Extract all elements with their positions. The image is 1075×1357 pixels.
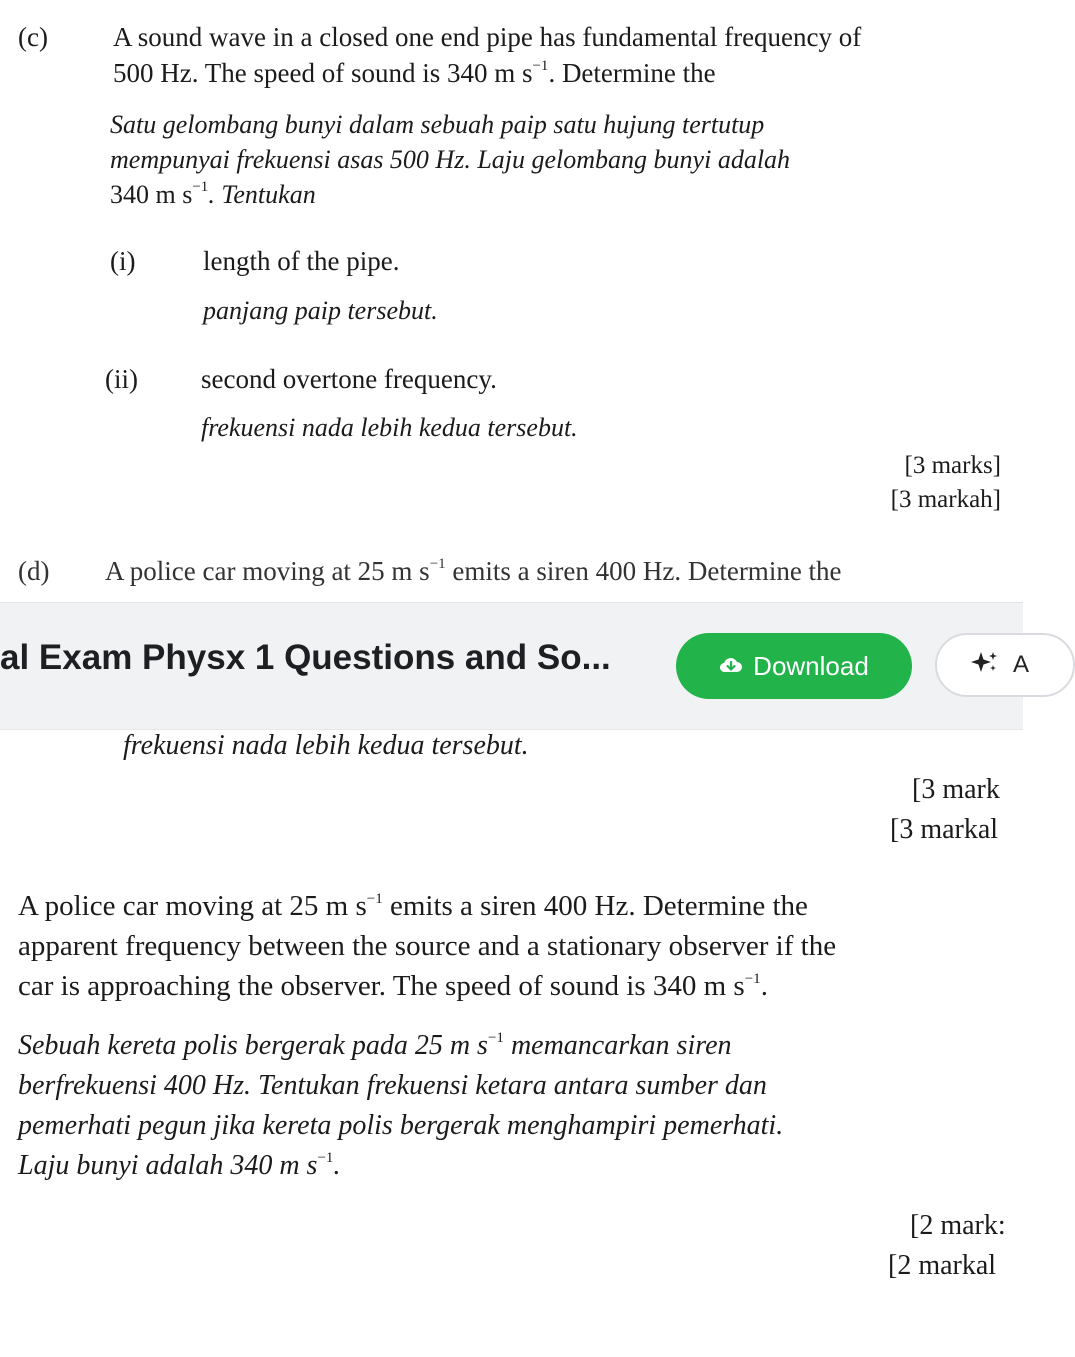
question-d-clipped-line [0,554,1023,586]
part-i-en: length of the pipe. [203,246,400,276]
marks-en-partial: [3 mark [912,774,1000,805]
part-ii-ms: frekuensi nada lebih kedua tersebut. [201,413,578,442]
part-ii-label: (ii) [105,364,138,394]
document-title: al Exam Physx 1 Questions and So... [0,638,611,677]
d-en-line3: car is approaching the observer. The speed of sound is 340 m $s^{-1}$. [18,970,768,1002]
download-button[interactable] [676,633,912,699]
marks-ms-partial: [3 markal [890,814,999,845]
ai-assistant-button[interactable] [935,633,1075,697]
d-ms-line4: Laju bunyi adalah 340 m $s^{-1}$. [18,1150,341,1181]
cloud-download-icon [719,651,743,682]
question-c-label: (c) [18,22,48,52]
question-c-section [0,0,1023,580]
repeat-ms-line: frekuensi nada lebih kedua tersebut. [123,730,529,761]
marks2-en-partial: [2 mark: [910,1210,1006,1241]
marks-en: [3 marks] [904,452,1001,479]
question-c-en-line1: A sound wave in a closed one end pipe has fundamental frequency of [113,22,862,52]
d-en-line1: A police car moving at 25 m $s^{-1}$ emits a siren 400 Hz. Determine the [18,890,808,922]
question-d-section [0,730,1023,1357]
sparkle-icon [971,650,999,681]
part-ii-en: second overtone frequency. [201,364,497,394]
part-i-label: (i) [110,246,136,276]
d-en-line2: apparent frequency between the source and a stationary observer if the [18,930,837,962]
d-ms-line3: pemerhati pegun jika kereta polis bergerak menghampiri pemerhati. [18,1110,784,1141]
part-i-ms: panjang paip tersebut. [203,296,438,325]
question-c-ms-line3: 340 m $s^{-1}$. Tentukan [110,179,316,209]
document-banner [0,602,1030,730]
ai-label: A [1013,651,1030,678]
download-label: Download [753,650,869,681]
d-ms-line1: Sebuah kereta polis bergerak pada 25 m $s^{-1}$ memancarkan siren [18,1030,732,1061]
question-c-ms-line2: mempunyai frekuensi asas 500 Hz. Laju gelombang bunyi adalah [110,145,791,174]
question-c-ms-line1: Satu gelombang bunyi dalam sebuah paip satu hujung tertutup [110,110,765,139]
marks-ms: [3 markah] [890,486,1001,513]
question-d-clipped-text: A police car moving at 25 m $s^{-1}$ emits a siren 400 Hz. Determine the [105,556,842,586]
marks2-ms-partial: [2 markal [888,1250,997,1281]
d-ms-line2: berfrekuensi 400 Hz. Tentukan frekuensi ketara antara sumber dan [18,1070,767,1101]
question-c-en-line2: 500 Hz. The speed of sound is 340 m $s^{-1}$. Determine the [113,58,716,88]
question-d-label: (d) [18,556,50,586]
